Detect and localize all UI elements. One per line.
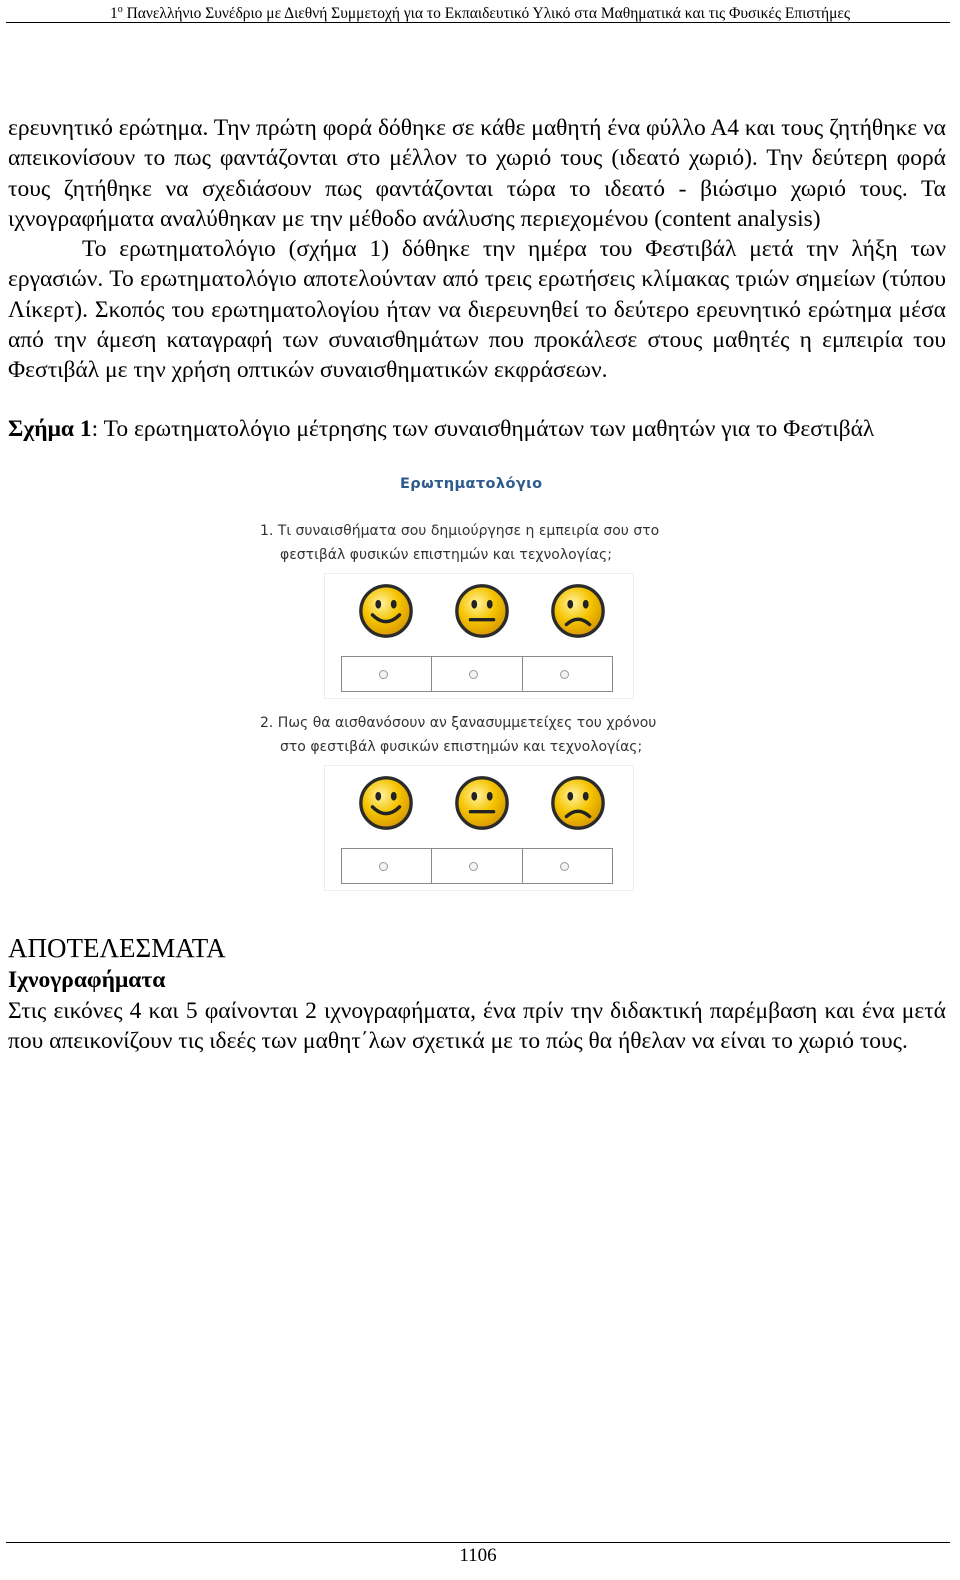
results-subheading: Ιχνογραφήματα — [8, 967, 166, 994]
radio-cell-neutral[interactable] — [432, 849, 522, 883]
neutral-face-icon — [453, 774, 511, 832]
radio-cell-happy[interactable] — [342, 657, 432, 691]
header-divider — [6, 22, 950, 23]
question-2-rating — [324, 765, 634, 891]
results-paragraph: Στις εικόνες 4 και 5 φαίνονται 2 ιχνογραφήματα, ένα πρίν την διδακτική παρέμβαση και ένα μετά που απεικονίζουν τις ιδεές των μαθητ΄λων σχετικά με το πώς θα ήθελαν να είναι το χωριό τους. — [8, 997, 946, 1055]
header-ordinal-suffix: ο — [117, 4, 123, 15]
header-ordinal: 1 — [109, 5, 118, 23]
question-1-faces — [343, 582, 633, 646]
radio-button-sad[interactable] — [560, 862, 569, 871]
radio-button-happy[interactable] — [379, 862, 388, 871]
body-paragraph-2: Το ερωτηματολόγιο (σχήμα 1) δόθηκε την ημέρα του Φεστιβάλ μετά την λήξη των εργασιών. Το ερωτηματολόγιο αποτελούνταν από τρεις ερωτήσεις κλίμακας τριών σημείων (τύπου Λίκερτ). Σκοπός του ερωτηματολογίου ήταν να διερευνηθεί το δεύτερο ερευνητικό ερώτημα μέσα από την άμεση καταγραφή των συναισθημάτων που προκάλεσε στους μαθητές η εμπειρία του Φεστιβάλ με την χρήση οπτικών συναισθηματικών εκφράσεων. — [8, 236, 946, 384]
question-1-line-1: 1. Τι συναισθήματα σου δημιούργησε η εμπειρία σου στο — [260, 523, 660, 540]
results-heading: ΑΠΟΤΕΛΕΣΜΑΤΑ — [8, 933, 226, 964]
question-2-faces — [343, 774, 633, 838]
caption-label: Σχήμα 1 — [8, 415, 92, 442]
happy-face-icon — [357, 774, 415, 832]
question-2-text — [260, 711, 720, 759]
figure-caption — [8, 414, 946, 444]
page-content — [8, 113, 946, 1056]
radio-button-neutral[interactable] — [469, 670, 478, 679]
body-paragraph-1: ερευνητικό ερώτημα. Την πρώτη φορά δόθηκε σε κάθε μαθητή ένα φύλλο Α4 και τους ζητήθηκε να απεικονίσουν το πως φαντάζονται στο μέλλον το χωριό τους (ιδεατό χωριό). Την δεύτερη φορά τους ζητήθηκε να σχεδιάσουν πως φαντάζονται τώρα το ιδεατό - βιώσιμο χωριό τους. Τα ιχνογραφήματα αναλύθηκαν με την μέθοδο ανάλυσης περιεχομένου (content analysis) — [8, 115, 946, 232]
caption-text: : Το ερωτηματολόγιο μέτρησης των συναισθημάτων των μαθητών για το Φεστιβάλ — [91, 415, 875, 442]
questionnaire-figure — [8, 467, 946, 907]
question-1-rating — [324, 573, 634, 699]
radio-cell-sad[interactable] — [523, 849, 612, 883]
header-title: Πανελλήνιο Συνέδριο με Διεθνή Συμμετοχή για το Εκπαιδευτικό Υλικό στα Μαθηματικά και τις Φυσικές Επιστήμες — [126, 5, 851, 23]
question-1-line-2: φεστιβάλ φυσικών επιστημών και τεχνολογίας; — [280, 547, 612, 564]
sad-face-icon — [549, 774, 607, 832]
running-header — [0, 0, 960, 24]
question-1-radio-row — [341, 656, 613, 692]
footer-divider — [6, 1542, 950, 1543]
sad-face-icon — [549, 582, 607, 640]
figure-title: Ερωτηματολόγιο — [400, 476, 543, 493]
question-2-line-2: στο φεστιβάλ φυσικών επιστημών και τεχνολογίας; — [280, 739, 643, 756]
radio-button-happy[interactable] — [379, 670, 388, 679]
happy-face-icon — [357, 582, 415, 640]
radio-button-neutral[interactable] — [469, 862, 478, 871]
radio-button-sad[interactable] — [560, 670, 569, 679]
neutral-face-icon — [453, 582, 511, 640]
radio-cell-neutral[interactable] — [432, 657, 522, 691]
question-1-text — [260, 519, 720, 567]
question-2-radio-row — [341, 848, 613, 884]
question-2-line-1: 2. Πως θα αισθανόσουν αν ξανασυμμετείχες του χρόνου — [260, 715, 657, 732]
radio-cell-happy[interactable] — [342, 849, 432, 883]
page-number: 1106 — [459, 1545, 497, 1566]
radio-cell-sad[interactable] — [523, 657, 612, 691]
